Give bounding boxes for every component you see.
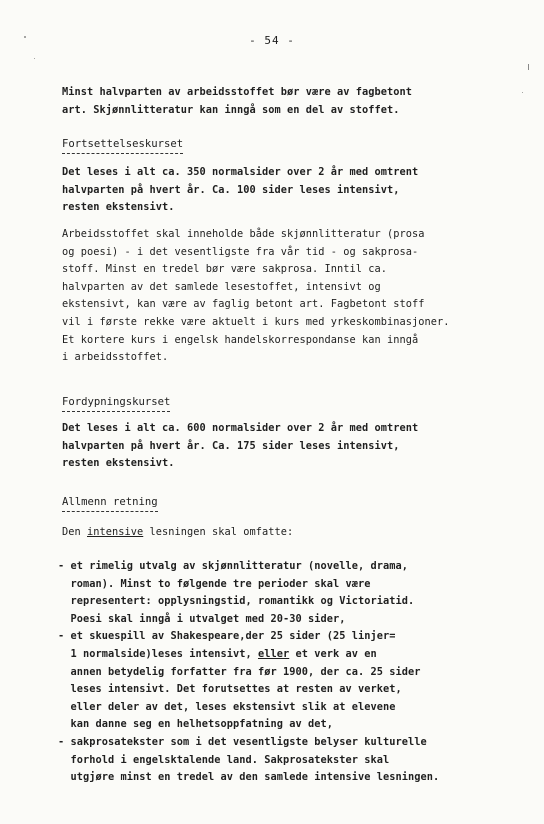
text-line: Det leses i alt ca. 350 normalsider over 2 år med omtrent [62,166,419,178]
section-heading: Fordypningskurset [62,394,170,412]
list-item: forhold i engelsktalende land. Sakprosatekster skal [58,753,390,766]
emphasis-intensive: intensive [87,526,144,538]
list-item: roman). Minst to følgende tre perioder skal være [58,577,371,590]
text-line: resten ekstensivt. [62,457,175,470]
list-text: et verk av en [289,647,377,660]
section-heading: Fortsettelseskurset [62,136,183,154]
fordypning-paragraph [62,420,524,473]
list-item: eller deler av det, leses ekstensivt slik at elevene [58,700,396,713]
text-line: halvparten på hvert år. Ca. 100 sider leses intensivt, [62,183,400,196]
list-item: leses intensivt. Det forutsettes at resten av verket, [58,683,402,696]
text-line: ekstensivt, kan være av faglig betont art. Fagbetont stoff [62,298,425,311]
text-line: vil i første rekke være aktuelt i kurs med yrkeskombinasjoner. [62,315,450,328]
text-line: art. Skjønnlitteratur kan inngå som en del av stoffet. [62,103,400,116]
scan-speck [528,64,529,70]
text-line: Minst halvparten av arbeidsstoffet bør være av fagbetont [62,86,412,98]
list-text: 1 normalside)leses intensivt, [58,647,258,660]
scan-speck [522,92,523,93]
list-item: - et rimelig utvalg av skjønnlitteratur (novelle, drama, [58,560,408,572]
lead-text: lesningen skal omfatte: [143,526,294,538]
text-line: resten ekstensivt. [62,201,175,214]
list-item: annen betydelig forfatter fra før 1900, der ca. 25 sider [58,665,421,678]
list-item [58,646,528,664]
section-fortsettelse [62,132,524,154]
text-line: Et kortere kurs i engelsk handelskorrespondanse kan inngå [62,333,419,346]
allmenn-lead [62,524,524,542]
scan-speck [24,36,26,38]
intro-paragraph [62,84,524,119]
section-fordypning [62,390,524,412]
list-item: kan danne seg en helhetsoppfatning av det, [58,718,333,731]
list-item: representert: opplysningstid, romantikk og Victoriatid. [58,595,415,608]
page-number: - 54 - [249,34,295,47]
text-line: halvparten på hvert år. Ca. 175 sider leses intensivt, [62,439,400,452]
section-allmenn [62,490,524,512]
fortsettelse-paragraph-2 [62,226,524,367]
text-line: Arbeidsstoffet skal inneholde både skjønnlitteratur (prosa [62,228,425,240]
text-line: i arbeidsstoffet. [62,351,169,364]
section-heading: Allmenn retning [62,494,158,512]
text-line [62,524,524,542]
fortsettelse-paragraph-1 [62,164,524,217]
list-item: - et skuespill av Shakespeare,der 25 sider (25 linjer= [58,630,396,643]
text-line: og poesi) - i det vesentligste fra vår tid - og sakprosa- [62,245,419,258]
text-line: Det leses i alt ca. 600 normalsider over 2 år med omtrent [62,422,419,434]
scan-speck [34,58,35,59]
text-line: halvparten av det samlede lesestoffet, intensivt og [62,280,381,293]
list-item: utgjøre minst en tredel av den samlede intensive lesningen. [58,771,440,784]
allmenn-list [58,558,528,787]
list-item: - sakprosatekster som i det vesentligste belyser kulturelle [58,735,427,748]
lead-text: Den [62,526,87,538]
emphasis-eller: eller [257,647,290,660]
text-line: stoff. Minst en tredel bør være sakprosa. Inntil ca. [62,263,387,276]
list-item: Poesi skal inngå i utvalget med 20-30 sider, [58,612,346,625]
